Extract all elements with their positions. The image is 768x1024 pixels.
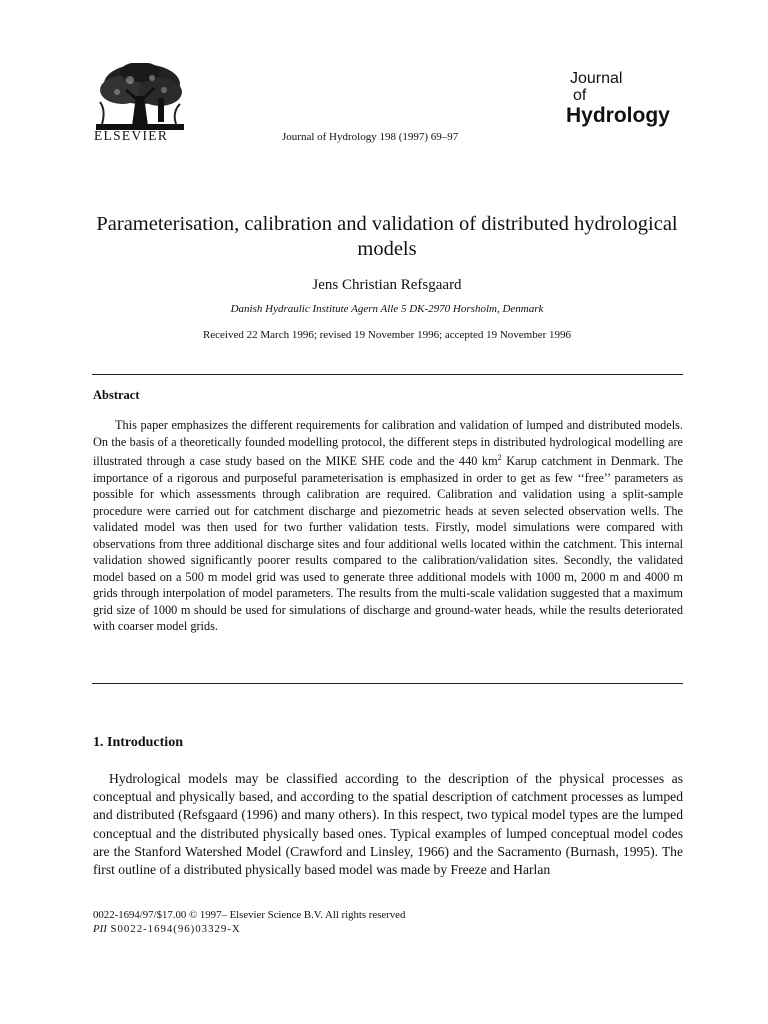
copyright-line: 0022-1694/97/$17.00 © 1997– Elsevier Science B.V. All rights reserved [93,909,406,921]
introduction-body: Hydrological models may be classified according to the description of the physical processes as conceptual and physically based, and according to the spatial description of catchment processes as lumped and distributed (Refsgaard (1996) and many others). In this respect, two typical model types are the lumped conceptual and the distributed physically based ones. Typical examples of lumped conceptual model codes are the Stanford Watershed Model (Crawford and Linsley, 1966) and the Sacramento (Burnash, 1995). The first outline of a distributed physically based model was made by Freeze and Harlan [93,771,683,878]
article-title: Parameterisation, calibration and validation of distributed hydrological models [96,213,678,260]
abstract-body [93,417,683,635]
journal-logo-line2: of [573,87,587,104]
publisher-name: ELSEVIER [94,128,169,143]
journal-logo-line3: Hydrology [566,104,670,127]
abstract-superscript: 2 [497,453,502,462]
divider-bottom [92,683,683,684]
pii-line [93,923,241,935]
abstract-text-part1: This paper emphasizes the different requirements for calibration and validation of lumped and distributed models. On the basis of a theoretically founded modelling protocol, the different steps in distributed hydrological modelling are illustrated through a case study based on the MIKE SHE code and the 440 km [93,418,683,469]
journal-citation: Journal of Hydrology 198 (1997) 69–97 [282,131,459,143]
journal-logo-line1: Journal [570,70,623,87]
divider-top [92,374,683,375]
author-affiliation: Danish Hydraulic Institute Agern Alle 5 DK-2970 Horsholm, Denmark [230,303,544,315]
abstract-heading: Abstract [93,388,140,402]
article-author: Jens Christian Refsgaard [312,277,462,293]
section-heading-introduction: 1. Introduction [93,735,183,750]
abstract-text-part2: Karup catchment in Denmark. The importance of a rigorous and purposeful parameterisation is emphasized in order to get as few ‘‘free’’ parameters as possible for which assessments through calibration are required. Calibration and validation using a split-sample procedure were carried out for catchment discharge and piezometric heads at seven selected observation wells. The validated model was then used for two further validation tests. Firstly, model simulations were compared with observations from three additional discharge sites and four additional wells located within the catchment. This internal validation showed significantly poorer results compared to the calibration/validation sites. Secondly, the validated model based on a 500 m model grid was used to generate three additional models with 1000 m, 2000 m and 4000 m grids through interpolation of model parameters. The results from the multi-scale validation suggested that a maximum grid size of 1000 m should be used for simulations of discharge and ground-water heads, while the results deteriorated with coarser model grids. [93,454,683,634]
pii-value: S0022-1694(96)03329-X [106,923,241,935]
article-dates: Received 22 March 1996; revised 19 November 1996; accepted 19 November 1996 [202,329,572,341]
pii-label: PII [93,923,107,935]
